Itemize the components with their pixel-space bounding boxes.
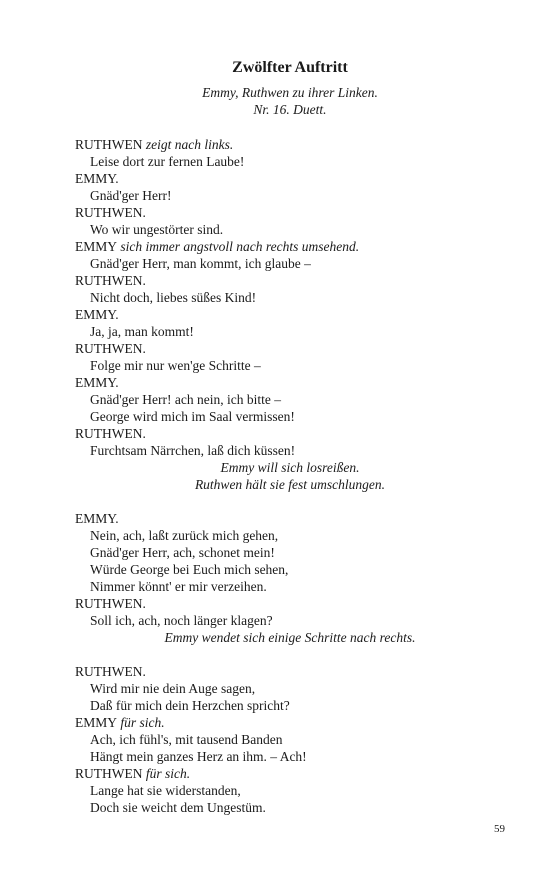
stage-direction: Ruthwen hält sie fest umschlungen. [194, 477, 386, 492]
blank-line [75, 493, 505, 510]
speaker-name: RUTHWEN. [75, 664, 146, 679]
verse-line: Daß für mich dein Herzchen spricht? [90, 698, 290, 713]
scene-title: Zwölfter Auftritt [232, 59, 348, 76]
verse-line: Gnäd'ger Herr! ach nein, ich bitte – [90, 392, 281, 407]
speaker-line [75, 238, 505, 255]
stage-direction-inline: für sich. [117, 715, 165, 730]
speaker-line [75, 765, 505, 782]
speaker-name: RUTHWEN. [75, 205, 146, 220]
verse-line: Ja, ja, man kommt! [90, 324, 194, 339]
speaker-line [75, 374, 505, 391]
speaker-line [75, 204, 505, 221]
verse-line: Furchtsam Närrchen, laß dich küssen! [90, 443, 296, 458]
verse-line: Doch sie weicht dem Ungestüm. [90, 800, 266, 815]
speaker-line [75, 272, 505, 289]
speaker-name: EMMY. [75, 171, 119, 186]
speaker-line [75, 306, 505, 323]
speaker-line [75, 663, 505, 680]
stage-direction-inline: sich immer angstvoll nach rechts umsehend. [117, 239, 360, 254]
stage-direction: Emmy will sich losreißen. [220, 460, 360, 475]
speaker-line [75, 510, 505, 527]
verse-line: Ach, ich fühl's, mit tausend Banden [90, 732, 283, 747]
verse-line: Würde George bei Euch mich sehen, [90, 562, 289, 577]
stage-direction: Emmy wendet sich einige Schritte nach rechts. [164, 630, 416, 645]
speaker-name: RUTHWEN. [75, 426, 146, 441]
speaker-name: RUTHWEN [75, 137, 143, 152]
speaker-name: RUTHWEN. [75, 341, 146, 356]
speaker-name: EMMY [75, 239, 118, 254]
verse-line: Nicht doch, liebes süßes Kind! [90, 290, 257, 305]
verse-line: Gnäd'ger Herr, man kommt, ich glaube – [90, 256, 311, 271]
verse-line: Leise dort zur fernen Laube! [90, 154, 245, 169]
speaker-name: EMMY. [75, 375, 119, 390]
blank-line [75, 646, 505, 663]
verse-line: Folge mir nur wen'ge Schritte – [90, 358, 261, 373]
number-label: Nr. 16. Duett. [253, 102, 327, 117]
speaker-line [75, 595, 505, 612]
speaker-line [75, 170, 505, 187]
page-number: 59 [494, 823, 505, 835]
speaker-name: EMMY. [75, 511, 119, 526]
speaker-name: RUTHWEN. [75, 596, 146, 611]
verse-line: Lange hat sie widerstanden, [90, 783, 241, 798]
speaker-line [75, 714, 505, 731]
speaker-name: EMMY [75, 715, 118, 730]
dialogue-text [75, 136, 505, 816]
speaker-line [75, 136, 505, 153]
scene-characters: Emmy, Ruthwen zu ihrer Linken. [202, 85, 378, 100]
verse-line: Gnäd'ger Herr! [90, 188, 172, 203]
verse-line: Nein, ach, laßt zurück mich gehen, [90, 528, 279, 543]
speaker-line [75, 425, 505, 442]
speaker-name: RUTHWEN [75, 766, 143, 781]
stage-direction-inline: für sich. [142, 766, 191, 781]
speaker-name: RUTHWEN. [75, 273, 146, 288]
verse-line: Wird mir nie dein Auge sagen, [90, 681, 256, 696]
verse-line: Hängt mein ganzes Herz an ihm. – Ach! [90, 749, 307, 764]
verse-line: Gnäd'ger Herr, ach, schonet mein! [90, 545, 275, 560]
verse-line: Soll ich, ach, noch länger klagen? [90, 613, 273, 628]
speaker-line [75, 340, 505, 357]
speaker-name: EMMY. [75, 307, 119, 322]
verse-line: Wo wir ungestörter sind. [90, 222, 224, 237]
stage-direction-inline: zeigt nach links. [142, 137, 234, 152]
verse-line: George wird mich im Saal vermissen! [90, 409, 295, 424]
verse-line: Nimmer könnt' er mir verzeihen. [90, 579, 267, 594]
